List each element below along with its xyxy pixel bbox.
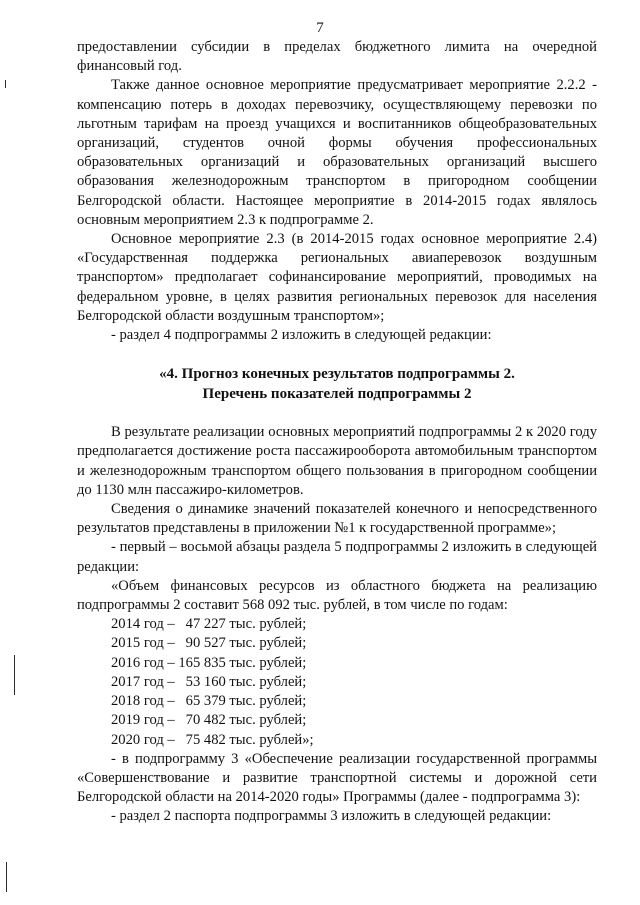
financing-year-item: 2020 год – 75 482 тыс. рублей»;	[111, 731, 314, 748]
paragraph-subprogram-3: - в подпрограмму 3 «Обеспечение реализации государственной программы «Совершенствование и развитие транспортной системы и дорожной сети Белгородской области на 2014-2020 годы» Программы (далее - подпрограмма 3):	[77, 750, 597, 806]
scan-artifact-mark	[5, 80, 6, 88]
document-body	[77, 38, 597, 827]
paragraph-measure-2-2-2: Также данное основное мероприятие предусматривает мероприятие 2.2.2 - компенсацию потерь в доходах перевозчику, осуществляющему перевозки по льготным тарифам на проезд учащихся и воспитанников общеобразовательных организаций, студентов очной формы обучения профессиональных образовательных организаций и образовательных организаций высшего образования железнодорожным транспортом в пригородном сообщении Белгородской области. Настоящее мероприятие в 2014-2015 годах являлось основным мероприятием 2.3 к подпрограмме 2.	[77, 77, 597, 228]
scan-artifact-mark	[14, 655, 15, 695]
paragraph-financing-volume: «Объем финансовых ресурсов из областного бюджета на реализацию подпрограммы 2 составит 568 092 тыс. рублей, в том числе по годам:	[77, 577, 597, 614]
financing-year-item: 2017 год – 53 160 тыс. рублей;	[111, 673, 307, 690]
page-number: 7	[316, 20, 324, 36]
financing-year-item: 2019 год – 70 482 тыс. рублей;	[111, 712, 307, 729]
paragraph-section-4-instruction: - раздел 4 подпрограммы 2 изложить в следующей редакции:	[111, 327, 492, 344]
financing-year-item: 2014 год – 47 227 тыс. рублей;	[111, 616, 307, 633]
paragraph-indicators: Сведения о динамике значений показателей конечного и непосредственного результатов представлены в приложении №1 к государственной программе»;	[77, 501, 597, 537]
spacer	[77, 404, 597, 423]
financing-year-item: 2016 год – 165 835 тыс. рублей;	[111, 654, 307, 671]
paragraph-section-2-instruction: - раздел 2 паспорта подпрограммы 3 изложить в следующей редакции:	[111, 808, 552, 825]
paragraph-section-5-instruction: - первый – восьмой абзацы раздела 5 подпрограммы 2 изложить в следующей редакции:	[77, 539, 597, 575]
paragraph-measure-2-3: Основное мероприятие 2.3 (в 2014-2015 годах основное мероприятие 2.4) «Государственная поддержка региональных авиаперевозок воздушным транспортом» предполагает софинансирование мероприятий, проводимых на федеральном уровне, в целях развития региональных перевозок для населения Белгородской области воздушным транспортом»;	[77, 231, 597, 324]
scan-artifact-mark	[6, 862, 7, 892]
paragraph-continuation: предоставлении субсидии в пределах бюджетного лимита на очередной финансовый год.	[77, 39, 597, 75]
financing-year-item: 2018 год – 65 379 тыс. рублей;	[111, 693, 307, 710]
financing-by-year-list	[77, 615, 597, 749]
paragraph-results: В результате реализации основных мероприятий подпрограммы 2 к 2020 году предполагается достижение роста пассажирооборота автомобильным транспортом и железнодорожным транспортом общего пользования в пригородном сообщении до 1130 млн пассажиро-километров.	[77, 424, 597, 498]
financing-year-item: 2015 год – 90 527 тыс. рублей;	[111, 635, 307, 652]
section-heading-line-1: «4. Прогноз конечных результатов подпрограммы 2.	[159, 366, 515, 383]
section-heading-line-2: Перечень показателей подпрограммы 2	[202, 386, 472, 403]
spacer	[77, 345, 597, 364]
